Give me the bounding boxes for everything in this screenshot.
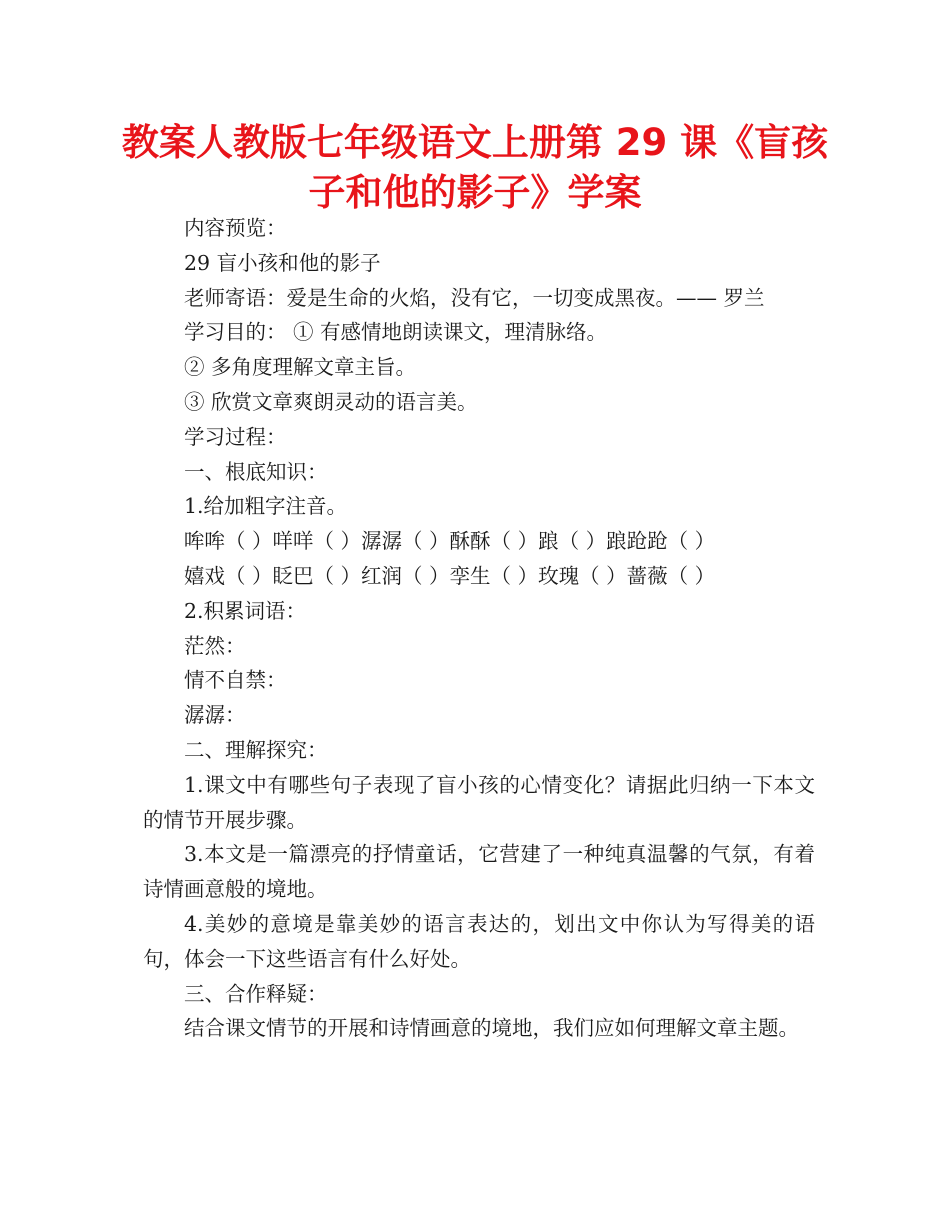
document-title: 教案人教版七年级语文上册第 29 课《盲孩子和他的影子》学案: [121, 121, 829, 214]
question-4: 4.美妙的意境是靠美妙的语言表达的，划出文中你认为写得美的语句，体会一下这些语言有什么好处。: [143, 911, 815, 971]
question-1: 1.课文中有哪些句子表现了盲小孩的心情变化？请据此归纳一下本文的情节开展步骤。: [143, 772, 815, 832]
section-1-heading: 一、根底知识：: [184, 459, 328, 484]
section-2-heading: 二、理解探究：: [184, 737, 328, 762]
learning-goal-3: ③ 欣赏文章爽朗灵动的语言美。: [184, 389, 478, 414]
lesson-heading: 29 盲小孩和他的影子: [184, 250, 381, 275]
section-3-heading: 三、合作释疑：: [184, 981, 328, 1006]
vocabulary-item-2: 情不自禁：: [184, 668, 287, 693]
pinyin-row-2: 嬉戏（ ）眨巴（ ）红润（ ）孪生（ ）玫瑰（ ）蔷薇（ ）: [184, 563, 716, 588]
teacher-message: 老师寄语：爱是生命的火焰，没有它，一切变成黑夜。—— 罗兰: [184, 285, 765, 310]
preview-label: 内容预览：: [184, 216, 287, 240]
question-3: 3.本文是一篇漂亮的抒情童话，它营建了一种纯真温馨的气氛，有着诗情画意般的境地。: [143, 842, 815, 902]
pinyin-row-1: 哞哞（ ）咩咩（ ）潺潺（ ）酥酥（ ）踉（ ）踉跄跄（ ）: [184, 529, 716, 554]
vocabulary-item-3: 潺潺：: [184, 703, 246, 728]
vocabulary-task: 2.积累词语：: [184, 598, 307, 623]
vocabulary-item-1: 茫然：: [184, 633, 246, 658]
pinyin-task: 1.给加粗字注音。: [184, 494, 348, 519]
learning-process-label: 学习过程：: [184, 424, 287, 449]
learning-goal-2: ② 多角度理解文章主旨。: [184, 355, 417, 380]
learning-goal-1: 学习目的： ① 有感情地朗读课文，理清脉络。: [184, 320, 608, 345]
section-3-question: 结合课文情节的开展和诗情画意的境地，我们应如何理解文章主题。: [184, 1016, 799, 1041]
document-body: [143, 211, 815, 1046]
